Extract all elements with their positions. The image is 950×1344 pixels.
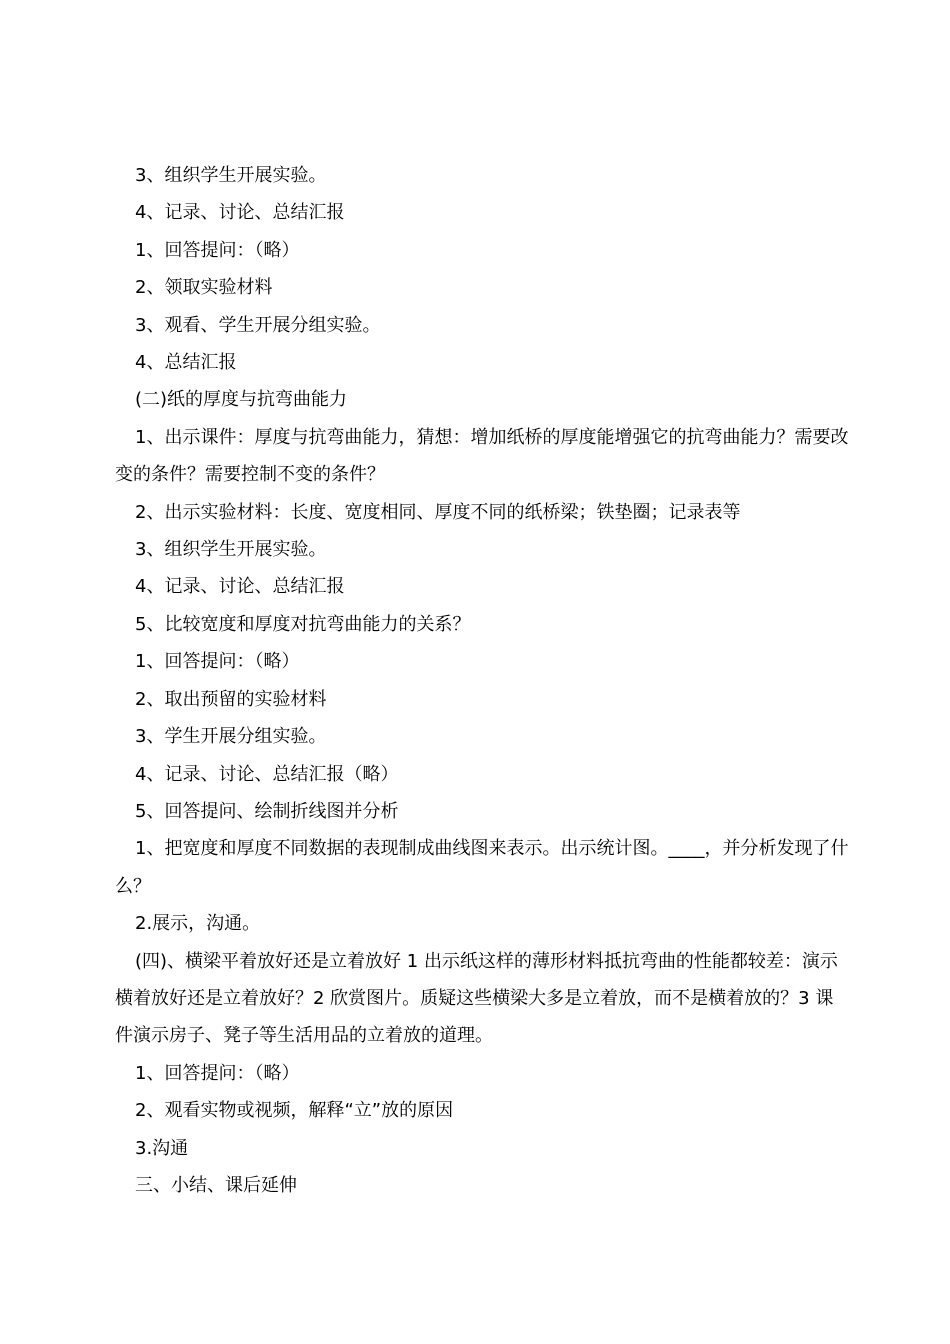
paragraph: 2.展示，沟通。	[135, 913, 261, 935]
paragraph: 3、组织学生开展实验。	[135, 165, 327, 186]
paragraph: 2、领取实验材料	[135, 277, 273, 299]
paragraph: 1、把宽度和厚度不同数据的表现制成曲线图来表示。出示统计图。____，并分析发现了什么？	[115, 838, 849, 897]
paragraph: 3、组织学生开展实验。	[135, 539, 327, 561]
paragraph: 4、总结汇报	[135, 352, 237, 374]
paragraph: 1、回答提问：（略）	[135, 651, 300, 673]
paragraph: 4、记录、讨论、总结汇报（略）	[135, 763, 399, 785]
paragraph: 3.沟通	[135, 1137, 189, 1159]
paragraph: 5、比较宽度和厚度对抗弯曲能力的关系？	[135, 613, 471, 635]
paragraph: 2、取出预留的实验材料	[135, 688, 327, 710]
paragraph: 2、观看实物或视频，解释“立”放的原因	[135, 1100, 454, 1122]
document-body	[115, 157, 850, 1204]
section-heading: 三、小结、课后延伸	[135, 1174, 297, 1196]
paragraph: 3、学生开展分组实验。	[135, 726, 327, 748]
paragraph: 4、记录、讨论、总结汇报	[135, 576, 345, 598]
paragraph: 3、观看、学生开展分组实验。	[135, 314, 381, 336]
paragraph: 4、记录、讨论、总结汇报	[135, 202, 345, 224]
paragraph: 1、回答提问：（略）	[135, 239, 300, 261]
paragraph: 5、回答提问、绘制折线图并分析	[135, 800, 399, 822]
paragraph: 1、回答提问：（略）	[135, 1062, 300, 1084]
section-heading: (四)、横梁平着放好还是立着放好 1 出示纸这样的薄形材料抵抗弯曲的性能都较差：演示横着放好还是立着放好？2 欣赏图片。质疑这些横梁大多是立着放，而不是横着放的？3 课件演示房子、凳子等生活用品的立着放的道理。	[115, 950, 838, 1047]
paragraph: 2、出示实验材料：长度、宽度相同、厚度不同的纸桥梁；铁垫圈；记录表等	[135, 501, 741, 523]
section-heading: (二)纸的厚度与抗弯曲能力	[135, 389, 348, 411]
paragraph: 1、出示课件：厚度与抗弯曲能力，猜想：增加纸桥的厚度能增强它的抗弯曲能力？需要改变的条件？需要控制不变的条件？	[115, 426, 849, 486]
